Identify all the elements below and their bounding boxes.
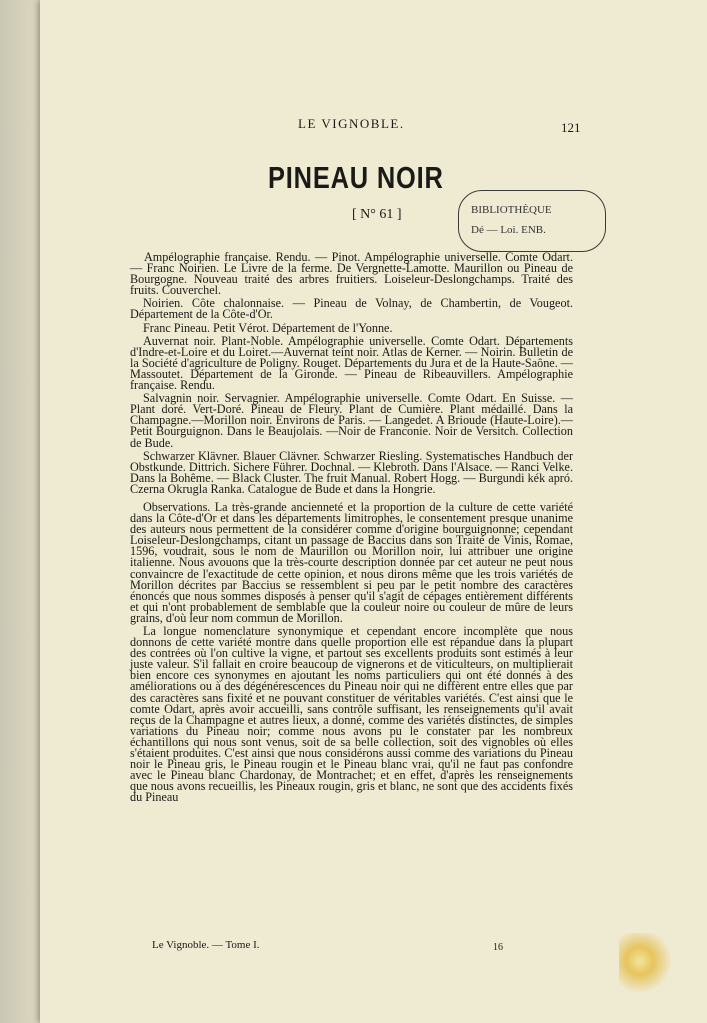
footer-volume: Le Vignoble. — Tome I. [152,939,260,951]
footer-signature: 16 [493,942,503,953]
synonyms-paragraph: Salvagnin noir. Servagnier. Ampélographie universelle. Comte Odart. En Suisse. — Plant doré. Vert-Doré. Pineau de Fleury. Plant de Cumière. Plant médaillé. Dans la Champagne.—Morillon noir. Environs de Paris. — Langedet. A Brioude (Haute-Loire).— Petit Bourguignon. Dans le Beaujolais. —Noir de Franconie. Noir de Versitch. Collection de Bude. [130,391,573,450]
synonyms-paragraph: Ampélographie française. Rendu. — Pinot. Ampélographie universelle. Comte Odart. — Franc Noirien. Le Livre de la ferme. De Vergnette-Lamotte. Maurillon ou Pineau de Bourgogne. Nouveau traité des arbres fruitiers. Loiseleur-Deslongchamps. Traité des fruits. Couverchel. [130,250,573,298]
page-number: 121 [561,120,581,135]
corner-fruit-image [619,933,671,995]
synonyms-paragraph: Auvernat noir. Plant-Noble. Ampélographie universelle. Comte Odart. Départements d'Indre-et-Loire et du Loiret.—Auvernat teint noir. Atlas de Kerner. — Noirin. Bulletin de la Société d'agriculture de Poligny. Rouget. Départements du Jura et de la Haute-Saône. —Massoutet. Département de la Gironde. — Pineau de Ribeauvillers. Ampélographie française. Rendu. [130,333,573,393]
observations-paragraph: Observations. La très-grande ancienneté et la proportion de la culture de cette variété dans la Côte-d'Or et dans les départements limitrophes, le consentement presque unanime des auteurs nous permettent de la considérer comme d'origine bourguignonne; cependant Loiseleur-Deslongchamps, citant un passage de Baccius dans son Traité de Vinis, Romae, 1596, voudrait, sous le nom de Maurillon ou Morillon noir, lui attribuer une origine italienne. Nous avouons que la très-courte description donnée par cet auteur ne peut nous convaincre de l'exactitude de cette opinion, et nous dirons même que les trois variétés de Morillon décrites par Baccius se ressemblent si peu par le petit nombre des caractères énoncés que nous sommes disposés à penser qu'il s'agit de cépages entièrement différents et qui n'ont probablement de semblable que la couleur noire ou couleur de mûre de leurs grains, d'où leur nom commun de Morillon. [130,499,573,625]
synonyms-paragraph: Franc Pineau. Petit Vérot. Département de l'Yonne. [143,320,393,335]
book-gutter [0,0,40,1023]
synonyms-paragraph: Schwarzer Klävner. Blauer Clävner. Schwarzer Riesling. Systematisches Handbuch der Obstkunde. Dittrich. Sichere Führer. Dochnal. — Klebroth. Dans l'Alsace. — Ranci Velke. Dans la Bohême. — Black Cluster. The fruit Manual. Robert Hogg. — Burgundi kék apró. Czerna Okrugla Ranka. Catalogue de Bude et dans la Hongrie. [130,448,573,496]
article-body [130,252,573,806]
library-stamp [458,190,606,252]
page-title: PINEAU NOIR [268,160,444,195]
stamp-line-2: Dé — Loi. ENB. [471,224,546,236]
plate-number: [ N° 61 ] [352,207,402,222]
body-paragraph: La longue nomenclature synonymique et cependant encore incomplète que nous donnons de cette variété montre dans quelle proportion elle est répandue dans la plupart des contrées où l'on cultive la vigne, et partout ses excellents produits sont estimés à leur juste valeur. S'il fallait en croire beaucoup de vignerons et de viticulteurs, on multiplierait bien encore ces synonymes en ajoutant les noms particuliers qui ont été donnés à des améliorations ou à des dégénérescences du Pineau noir qui ne diffèrent entre elles que par des caractères sans fixité et ne pouvant constituer de véritables variétés. C'est ainsi que le comte Odart, après avoir accueilli, sans contrôle suffisant, les renseignements qu'il avait reçus de la Champagne et autres lieux, a donné, comme des variétés distinctes, de simples variations du Pineau noir; comme nous avons pu le constater par les nombreux échantillons qui nous sont venus, soit de sa belle collection, soit des vignobles où elles s'étaient produites. C'est ainsi que nous considérons aussi comme des variations du Pineau noir le Pineau gris, le Pineau rougin et le Pineau blanc vrai, qu'il ne faut pas confondre avec le Pineau blanc Chardonay, de Montrachet; et en effet, d'après les renseignements que nous avons recueillis, les Pineaux rougin, gris et blanc, ne sont que des accidents fixés du Pineau [130,624,573,805]
running-head: LE VIGNOBLE. [298,116,405,131]
synonyms-paragraph: Noirien. Côte chalonnaise. — Pineau de Volnay, de Chambertin, de Vougeot. Département de la Côte-d'Or. [130,296,573,322]
stamp-line-1: BIBLIOTHÈQUE [471,204,552,216]
